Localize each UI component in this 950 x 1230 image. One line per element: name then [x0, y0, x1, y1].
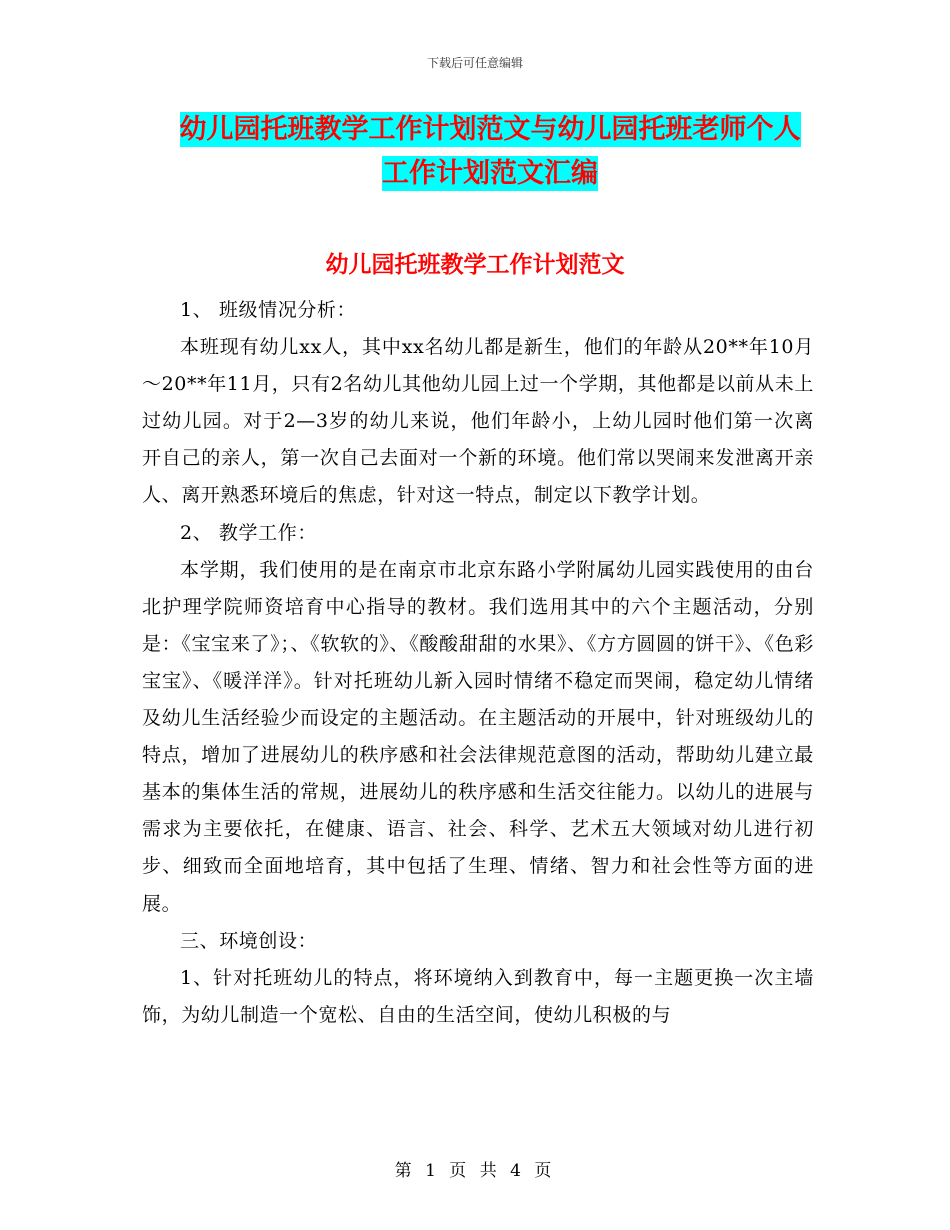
- heading-class-analysis: 1、 班级情况分析：: [180, 299, 357, 321]
- document-body: [142, 292, 814, 1034]
- document-title: [150, 108, 830, 196]
- heading-environment: 三、环境创设：: [180, 929, 318, 952]
- paragraph: 本班现有幼儿xx人，其中xx名幼儿都是新生，他们的年龄从20**年10月～20**年11月，只有2名幼儿其他幼儿园上过一个学期，其他都是以前从未上过幼儿园。对于2—3岁的幼儿来说，他们年龄小，上幼儿园时他们第一次离开自己的亲人，第一次自己去面对一个新的环境。他们常以哭闹来发泄离开亲人、离开熟悉环境后的焦虑，针对这一特点，制定以下教学计划。: [142, 336, 814, 507]
- header-note: 下载后可任意编辑: [426, 56, 523, 70]
- paragraph: 1、针对托班幼儿的特点，将环境纳入到教育中，每一主题更换一次主墙饰，为幼儿制造一个宽松、自由的生活空间，使幼儿积极的与: [142, 966, 814, 1026]
- document-title-line-2: 工作计划范文汇编: [382, 158, 598, 189]
- paragraph: 本学期，我们使用的是在南京市北京东路小学附属幼儿园实践使用的由台北护理学院师资培育中心指导的教材。我们选用其中的六个主题活动，分别是：《宝宝来了》；、《软软的》、《酸酸甜甜的水果》、《方方圆圆的饼干》、《色彩宝宝》、《暖洋洋》。针对托班幼儿新入园时情绪不稳定而哭闹，稳定幼儿情绪及幼儿生活经验少而设定的主题活动。在主题活动的开展中，针对班级幼儿的特点，增加了进展幼儿的秩序感和社会法律规范意图的活动，帮助幼儿建立最基本的集体生活的常规，进展幼儿的秩序感和生活交往能力。以幼儿的进展与需求为主要依托，在健康、语言、社会、科学、艺术五大领域对幼儿进行初步、细致而全面地培育，其中包括了生理、情绪、智力和社会性等方面的进展。: [142, 558, 814, 915]
- heading-teaching-work: 2、 教学工作：: [180, 521, 317, 544]
- page-footer: 第 1 页 共 4 页: [394, 1161, 556, 1181]
- section-title: 幼儿园托班教学工作计划范文: [325, 251, 625, 278]
- document-title-line-1: 幼儿园托班教学工作计划范文与幼儿园托班老师个人: [179, 114, 801, 145]
